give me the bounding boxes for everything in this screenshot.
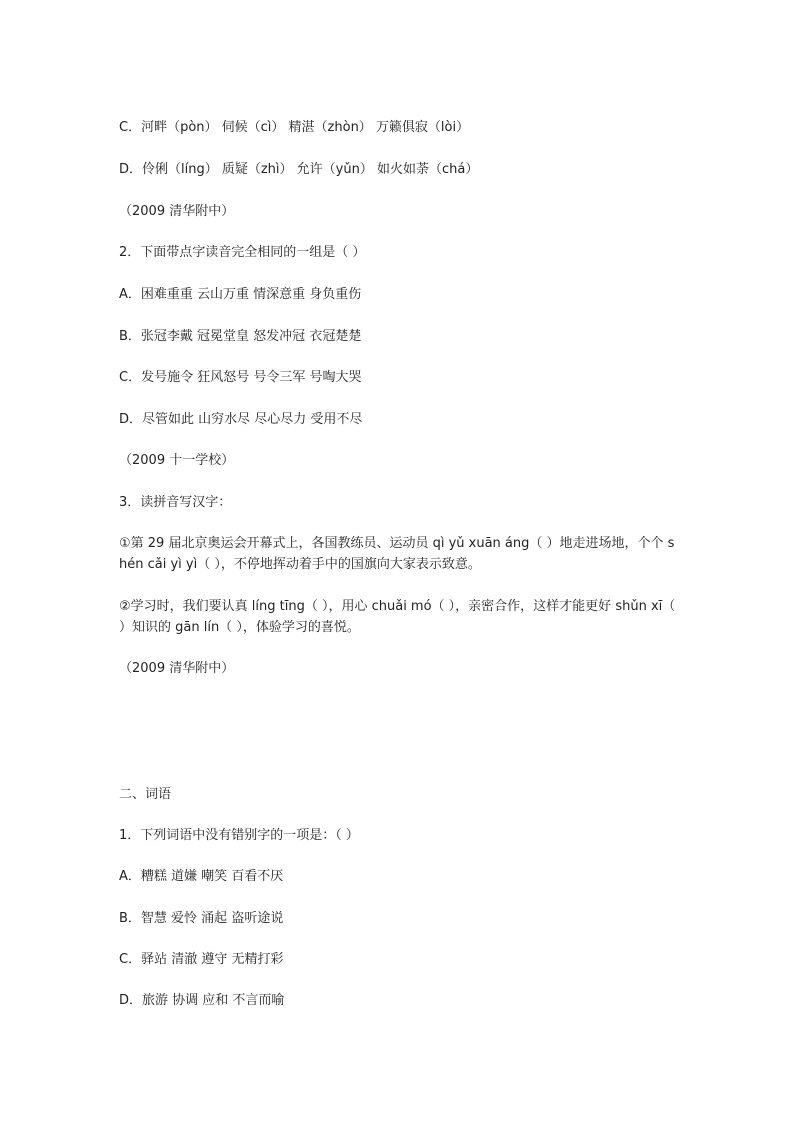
option-c: C．发号施令 狂风怒号 号令三军 号啕大哭 (119, 370, 362, 385)
option-c: C．驿站 清澈 遵守 无精打彩 (119, 952, 284, 967)
item-2: ②学习时，我们要认真 líng tīng（ ），用心 chuǎi mó（ ），亲密合作，这样才能更好 shǔn xī（ ）知识的 gān lín（ ），体验学习的喜悦。 (119, 599, 676, 635)
option-a: A．糟糕 道嫌 嘲笑 百看不厌 (119, 869, 284, 884)
option-d: D．旅游 协调 应和 不言而喻 (119, 993, 285, 1008)
option-b: B．智慧 爱怜 涌起 盗听途说 (119, 911, 284, 926)
question-2: 2．下面带点字读音完全相同的一组是（ ） (119, 245, 366, 260)
option-b: B．张冠李戴 冠冕堂皇 怒发冲冠 衣冠楚楚 (119, 329, 362, 344)
source-note: （2009 清华附中） (119, 661, 235, 676)
option-d-pinyin: D．伶俐（líng） 质疑（zhì） 允许（yǔn） 如火如荼（chá） (119, 162, 479, 177)
source-note: （2009 清华附中） (119, 204, 235, 219)
question-1: 1．下列词语中没有错别字的一项是：（ ） (119, 828, 359, 843)
source-note: （2009 十一学校） (119, 453, 235, 468)
section-heading: 二、词语 (119, 787, 172, 802)
item-1: ①第 29 届北京奥运会开幕式上，各国教练员、运动员 qì yǔ xuān áng（ ）地走进场地，个个 shén cǎi yì yì（ ），不停地挥动着手中的国旗向大家表示致意。 (119, 536, 675, 572)
option-d: D．尽管如此 山穷水尽 尽心尽力 受用不尽 (119, 412, 363, 427)
option-a: A．困难重重 云山万重 情深意重 身负重伤 (119, 287, 362, 302)
option-c-pinyin: C．河畔（pòn） 伺候（cì） 精湛（zhòn） 万籁俱寂（lòi） (119, 120, 470, 135)
question-3: 3．读拼音写汉字： (119, 495, 232, 510)
